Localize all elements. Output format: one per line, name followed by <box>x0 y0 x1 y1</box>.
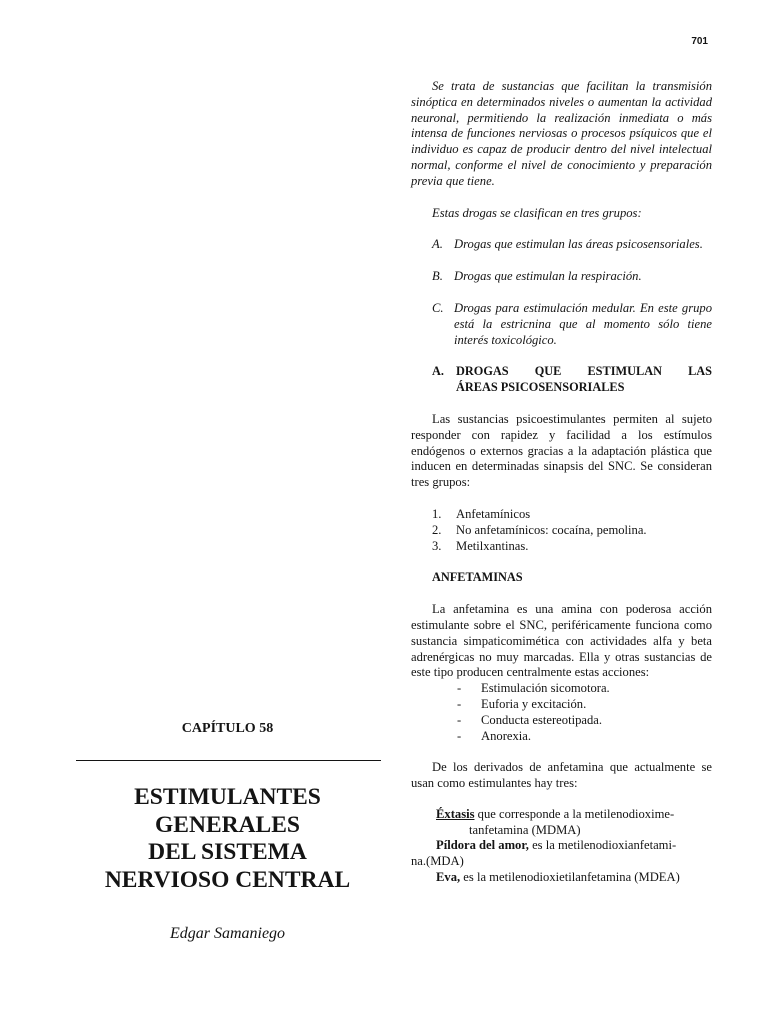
group-item <box>411 237 712 253</box>
action-text: Estimulación sicomotora. <box>481 681 610 696</box>
list-item <box>411 523 712 539</box>
derivative-desc: que corresponde a la metilenodioxime- <box>474 806 675 821</box>
section-mark: A. <box>432 364 444 379</box>
chapter-title <box>76 784 379 894</box>
derivatives-intro: De los derivados de anfetamina que actualmente se usan como estimulantes hay tres: <box>411 759 712 790</box>
action-item: - Euforia y excitación. <box>457 696 587 711</box>
derivative-term: Éxtasis <box>436 806 475 821</box>
anfetaminas-paragraph: La anfetamina es una amina con poderosa acción estimulante sobre el SNC, periféricamente funciona como sustancia simpaticomimética con actividades alfa y beta adrenérgicas no muy marcadas. Ella y otras sustancias de este tipo producen centralmente estas acciones: <box>411 602 712 680</box>
action-text: Conducta estereotipada. <box>481 712 602 727</box>
text-column <box>411 79 712 886</box>
derivative-term: Eva, <box>436 870 461 885</box>
page-number: 701 <box>691 36 708 47</box>
action-text: Anorexia. <box>481 728 532 743</box>
derivative-item <box>411 807 712 839</box>
chapter-author: Edgar Samaniego <box>169 925 286 942</box>
derivative-desc: es la metilenodioxianfetami- <box>528 838 677 853</box>
group-mark: B. <box>432 269 443 284</box>
list-text: Anfetamínicos <box>456 506 531 521</box>
group-mark: A. <box>432 237 443 252</box>
intro-paragraph: Se trata de sustancias que facilitan la transmisión sinóptica en determinados niveles o aumentan la actividad neuronal, permitiendo la realización inmediata o más intensa de funciones nerviosas o procesos psíquicos que el individuo es capaz de producir dentro del nivel intelectual normal, conforme el nivel de conocimiento y preparación previa que tiene. <box>411 79 712 188</box>
chapter-title-line: NERVIOSO CENTRAL <box>104 866 351 893</box>
section-heading <box>411 364 712 396</box>
group-text: Drogas para estimulación medular. En este grupo está la estricnina que al momento sólo tiene interés toxicológico. <box>454 300 712 347</box>
list-mark: 2. <box>432 522 442 537</box>
group-text: Drogas que estimulan la respiración. <box>454 269 642 284</box>
list-item <box>411 507 712 523</box>
derivative-desc: es la metilenodioxietilanfetamina (MDEA) <box>460 870 680 885</box>
action-item: - Estimulación sicomotora. <box>457 681 610 696</box>
list-mark: 1. <box>432 506 442 521</box>
chapter-label: CAPÍTULO 58 <box>181 721 274 736</box>
action-text: Euforia y excitación. <box>481 696 587 711</box>
group-text: Drogas que estimulan las áreas psicosensoriales. <box>454 237 703 252</box>
chapter-title-line: DEL SISTEMA <box>148 839 307 865</box>
action-item: - Conducta estereotipada. <box>457 712 602 727</box>
list-mark: 3. <box>432 538 442 553</box>
derivative-desc-cont: na.(MDA) <box>411 854 464 869</box>
action-item: - Anorexia. <box>457 728 532 743</box>
group-item <box>411 269 712 285</box>
section-paragraph: Las sustancias psicoestimulantes permiten al sujeto responder con rapidez y facilidad a los estímulos endógenos o externos gracias a la adaptación plástica que inducen en determinadas sinapsis del SNC. Se consideran tres grupos: <box>411 411 712 490</box>
derivative-item <box>411 838 712 870</box>
derivative-item <box>411 870 712 886</box>
section-title-line: DROGAS QUE ESTIMULAN LAS <box>456 364 712 379</box>
chapter-title-line: GENERALES <box>155 811 300 838</box>
list-text: Metilxantinas. <box>456 538 529 553</box>
list-item <box>411 539 712 555</box>
intro-section <box>411 79 712 348</box>
group-item <box>411 301 712 348</box>
chapter-title-line: ESTIMULANTES <box>134 784 321 810</box>
classification-sentence: Estas drogas se clasifican en tres grupos: <box>432 205 642 220</box>
chapter-divider <box>76 760 381 761</box>
group-mark: C. <box>432 300 444 315</box>
subheading: ANFETAMINAS <box>432 570 523 585</box>
section-title-line: ÁREAS PSICOSENSORIALES <box>456 380 625 395</box>
derivative-desc-cont: tanfetamina (MDMA) <box>469 822 581 837</box>
list-text: No anfetamínicos: cocaína, pemolina. <box>456 522 647 537</box>
derivative-term: Píldora del amor, <box>436 838 529 853</box>
